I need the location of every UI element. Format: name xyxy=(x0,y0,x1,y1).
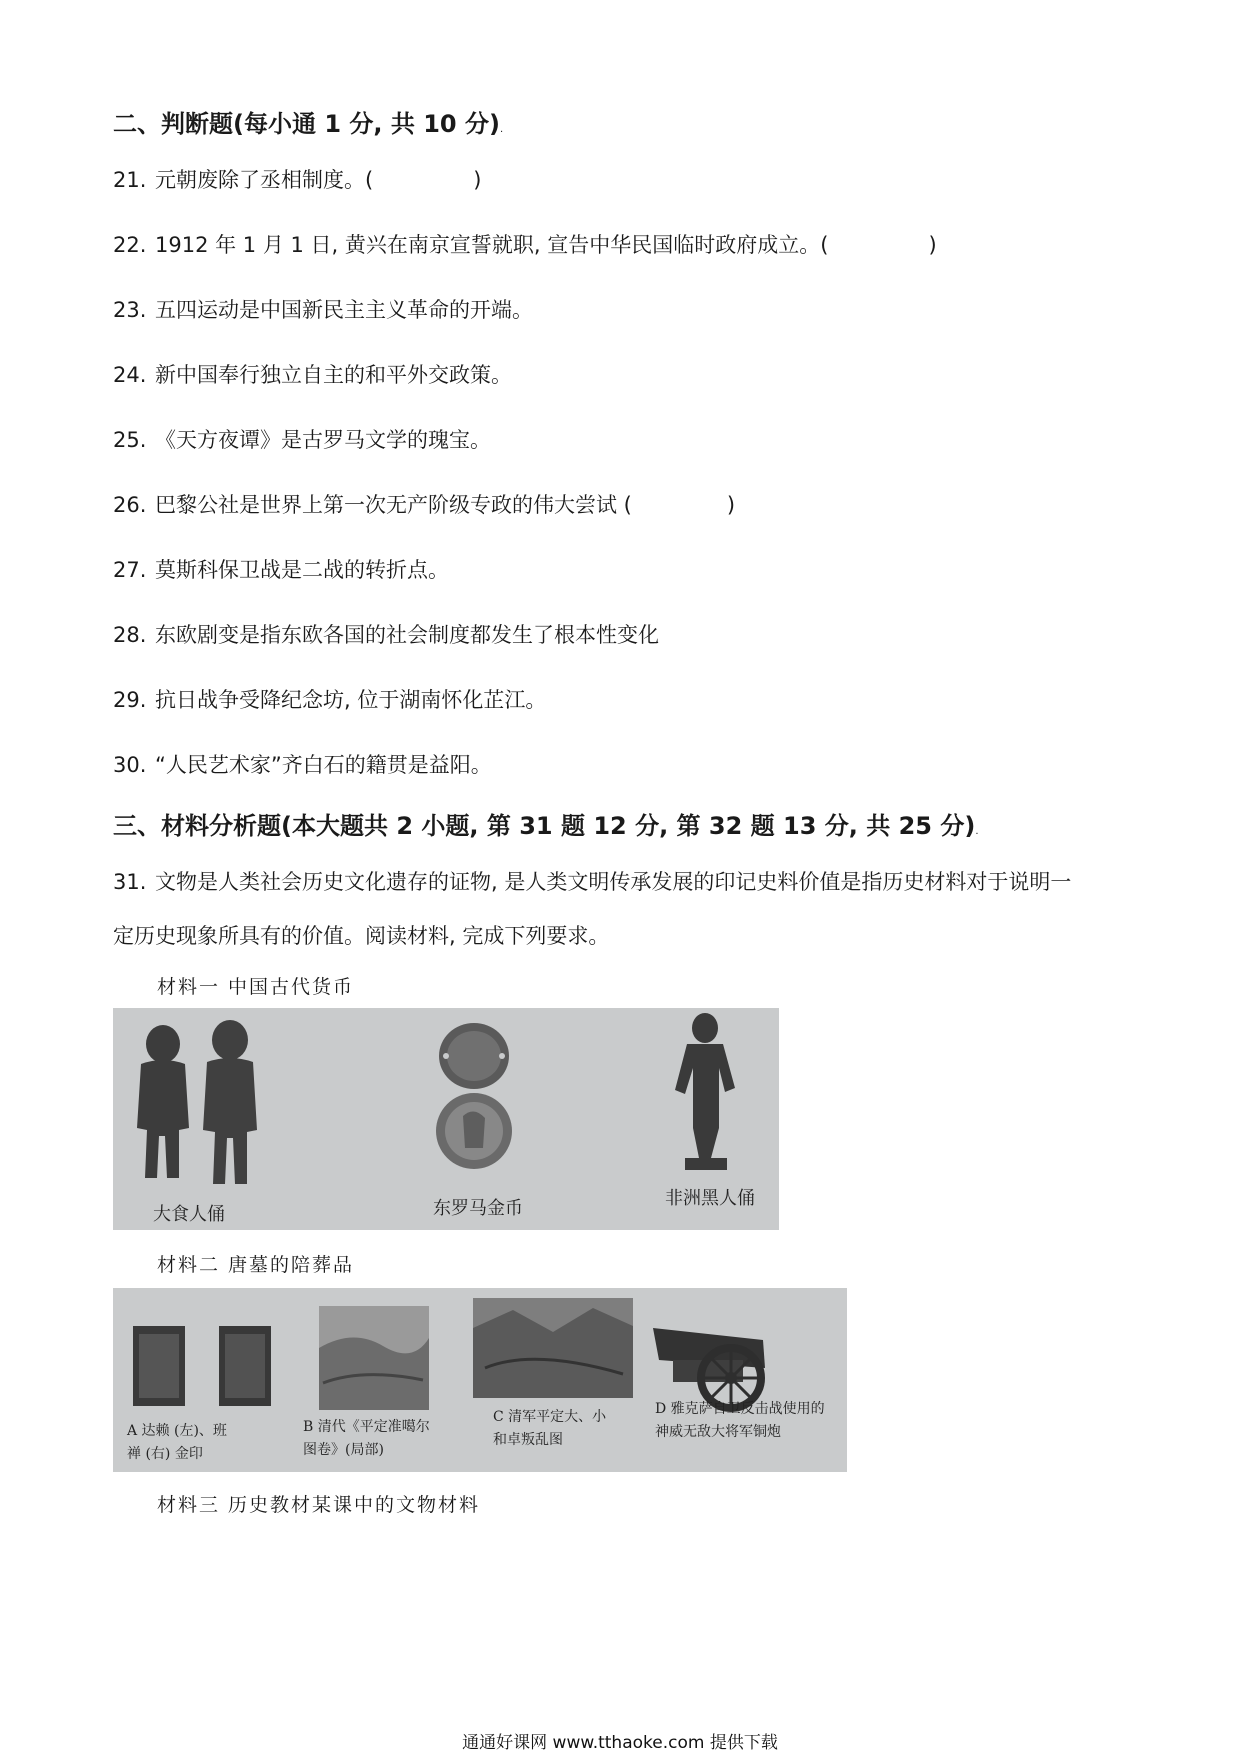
material-3-label: 材料三 历史教材某课中的文物材料 xyxy=(157,1494,481,1516)
caption-gold-seals: A 达赖 (左)、班 禅 (右) 金印 xyxy=(127,1423,227,1462)
question-text: 1912 年 1 月 1 日, 黄兴在南京宣誓就职, 宣告中华民国临时政府成立。( xyxy=(155,233,829,257)
caption-african-figurine: 非洲黑人俑 xyxy=(665,1188,755,1209)
question-text: 《天方夜谭》是古罗马文学的瑰宝。 xyxy=(155,428,491,452)
question-number: 31. xyxy=(113,870,147,894)
question-text: 东欧剧变是指东欧各国的社会制度都发生了根本性变化 xyxy=(155,623,659,647)
question-text: 元朝废除了丞相制度。( xyxy=(155,168,374,192)
question-text: “人民艺术家”齐白石的籍贯是益阳。 xyxy=(155,753,492,777)
caption-zhungeer-painting: B 清代《平定准噶尔 图卷》(局部) xyxy=(303,1419,430,1458)
bronze-cannon xyxy=(653,1328,765,1408)
dashi-figurine-left xyxy=(137,1025,189,1178)
section-2-title: 二、判断题(每小通 1 分, 共 10 分) xyxy=(113,110,500,138)
east-roman-gold-coin-bottom xyxy=(436,1093,512,1169)
qing-army-battle-painting xyxy=(473,1298,633,1398)
closing-paren: ) xyxy=(473,168,482,192)
question-text: 五四运动是中国新民主主义革命的开端。 xyxy=(155,298,533,322)
closing-paren: ) xyxy=(928,233,937,257)
question-22 xyxy=(113,229,937,259)
question-28 xyxy=(113,619,659,649)
question-number: 22. xyxy=(113,233,147,257)
question-24 xyxy=(113,359,512,389)
question-number: 26. xyxy=(113,493,147,517)
question-number: 29. xyxy=(113,688,147,712)
question-29 xyxy=(113,684,546,714)
dashi-figurine-right xyxy=(203,1020,257,1184)
section-3-title-tail: . xyxy=(975,826,979,837)
question-text: 巴黎公社是世界上第一次无产阶级专政的伟大尝试 ( xyxy=(155,493,632,517)
question-25 xyxy=(113,424,491,454)
question-number: 30. xyxy=(113,753,147,777)
african-figurine xyxy=(675,1013,735,1170)
caption-east-roman-coin: 东罗马金币 xyxy=(433,1198,523,1219)
question-23 xyxy=(113,294,533,324)
material-1-photo xyxy=(113,1008,779,1230)
pingding-zhungeer-painting xyxy=(319,1306,429,1410)
section-3-title: 三、材料分析题(本大题共 2 小题, 第 31 题 12 分, 第 32 题 13 分, 共 25 分) xyxy=(113,812,976,840)
question-number: 27. xyxy=(113,558,147,582)
question-text: 新中国奉行独立自主的和平外交政策。 xyxy=(155,363,512,387)
question-text: 莫斯科保卫战是二战的转折点。 xyxy=(155,558,449,582)
question-number: 25. xyxy=(113,428,147,452)
question-number: 21. xyxy=(113,168,147,192)
question-31-line-1: 文物是人类社会历史文化遗存的证物, 是人类文明传承发展的印记史料价值是指历史材料对于说明一 xyxy=(155,870,1072,894)
question-31 xyxy=(113,866,1071,896)
question-text: 抗日战争受降纪念坊, 位于湖南怀化芷江。 xyxy=(155,688,547,712)
material-2-photo xyxy=(113,1288,847,1472)
question-number: 24. xyxy=(113,363,147,387)
question-number: 23. xyxy=(113,298,147,322)
material-1-label: 材料一 中国古代货币 xyxy=(157,976,355,998)
section-3-heading xyxy=(113,806,979,841)
caption-qing-army-painting: C 清军平定大、小 和卓叛乱图 xyxy=(493,1409,607,1448)
question-30 xyxy=(113,749,492,779)
question-21 xyxy=(113,164,481,194)
section-2-title-tail: . xyxy=(499,124,504,135)
material-2-label: 材料二 唐墓的陪葬品 xyxy=(157,1254,355,1276)
page-footer: 通通好课网 www.tthaoke.com 提供下载 xyxy=(462,1733,778,1753)
caption-bronze-cannon: D 雅克萨自卫反击战使用的 神威无敌大将军铜炮 xyxy=(655,1401,825,1440)
section-2-heading xyxy=(113,104,503,139)
question-31-line-2: 定历史现象所具有的价值。阅读材料, 完成下列要求。 xyxy=(113,924,610,948)
panchen-gold-seal xyxy=(219,1326,271,1406)
question-number: 28. xyxy=(113,623,147,647)
question-27 xyxy=(113,554,449,584)
dalai-gold-seal xyxy=(133,1326,185,1406)
question-26 xyxy=(113,489,735,519)
east-roman-gold-coin-top xyxy=(439,1023,509,1089)
closing-paren: ) xyxy=(726,493,736,517)
caption-dashi-figurine: 大食人俑 xyxy=(153,1204,225,1225)
